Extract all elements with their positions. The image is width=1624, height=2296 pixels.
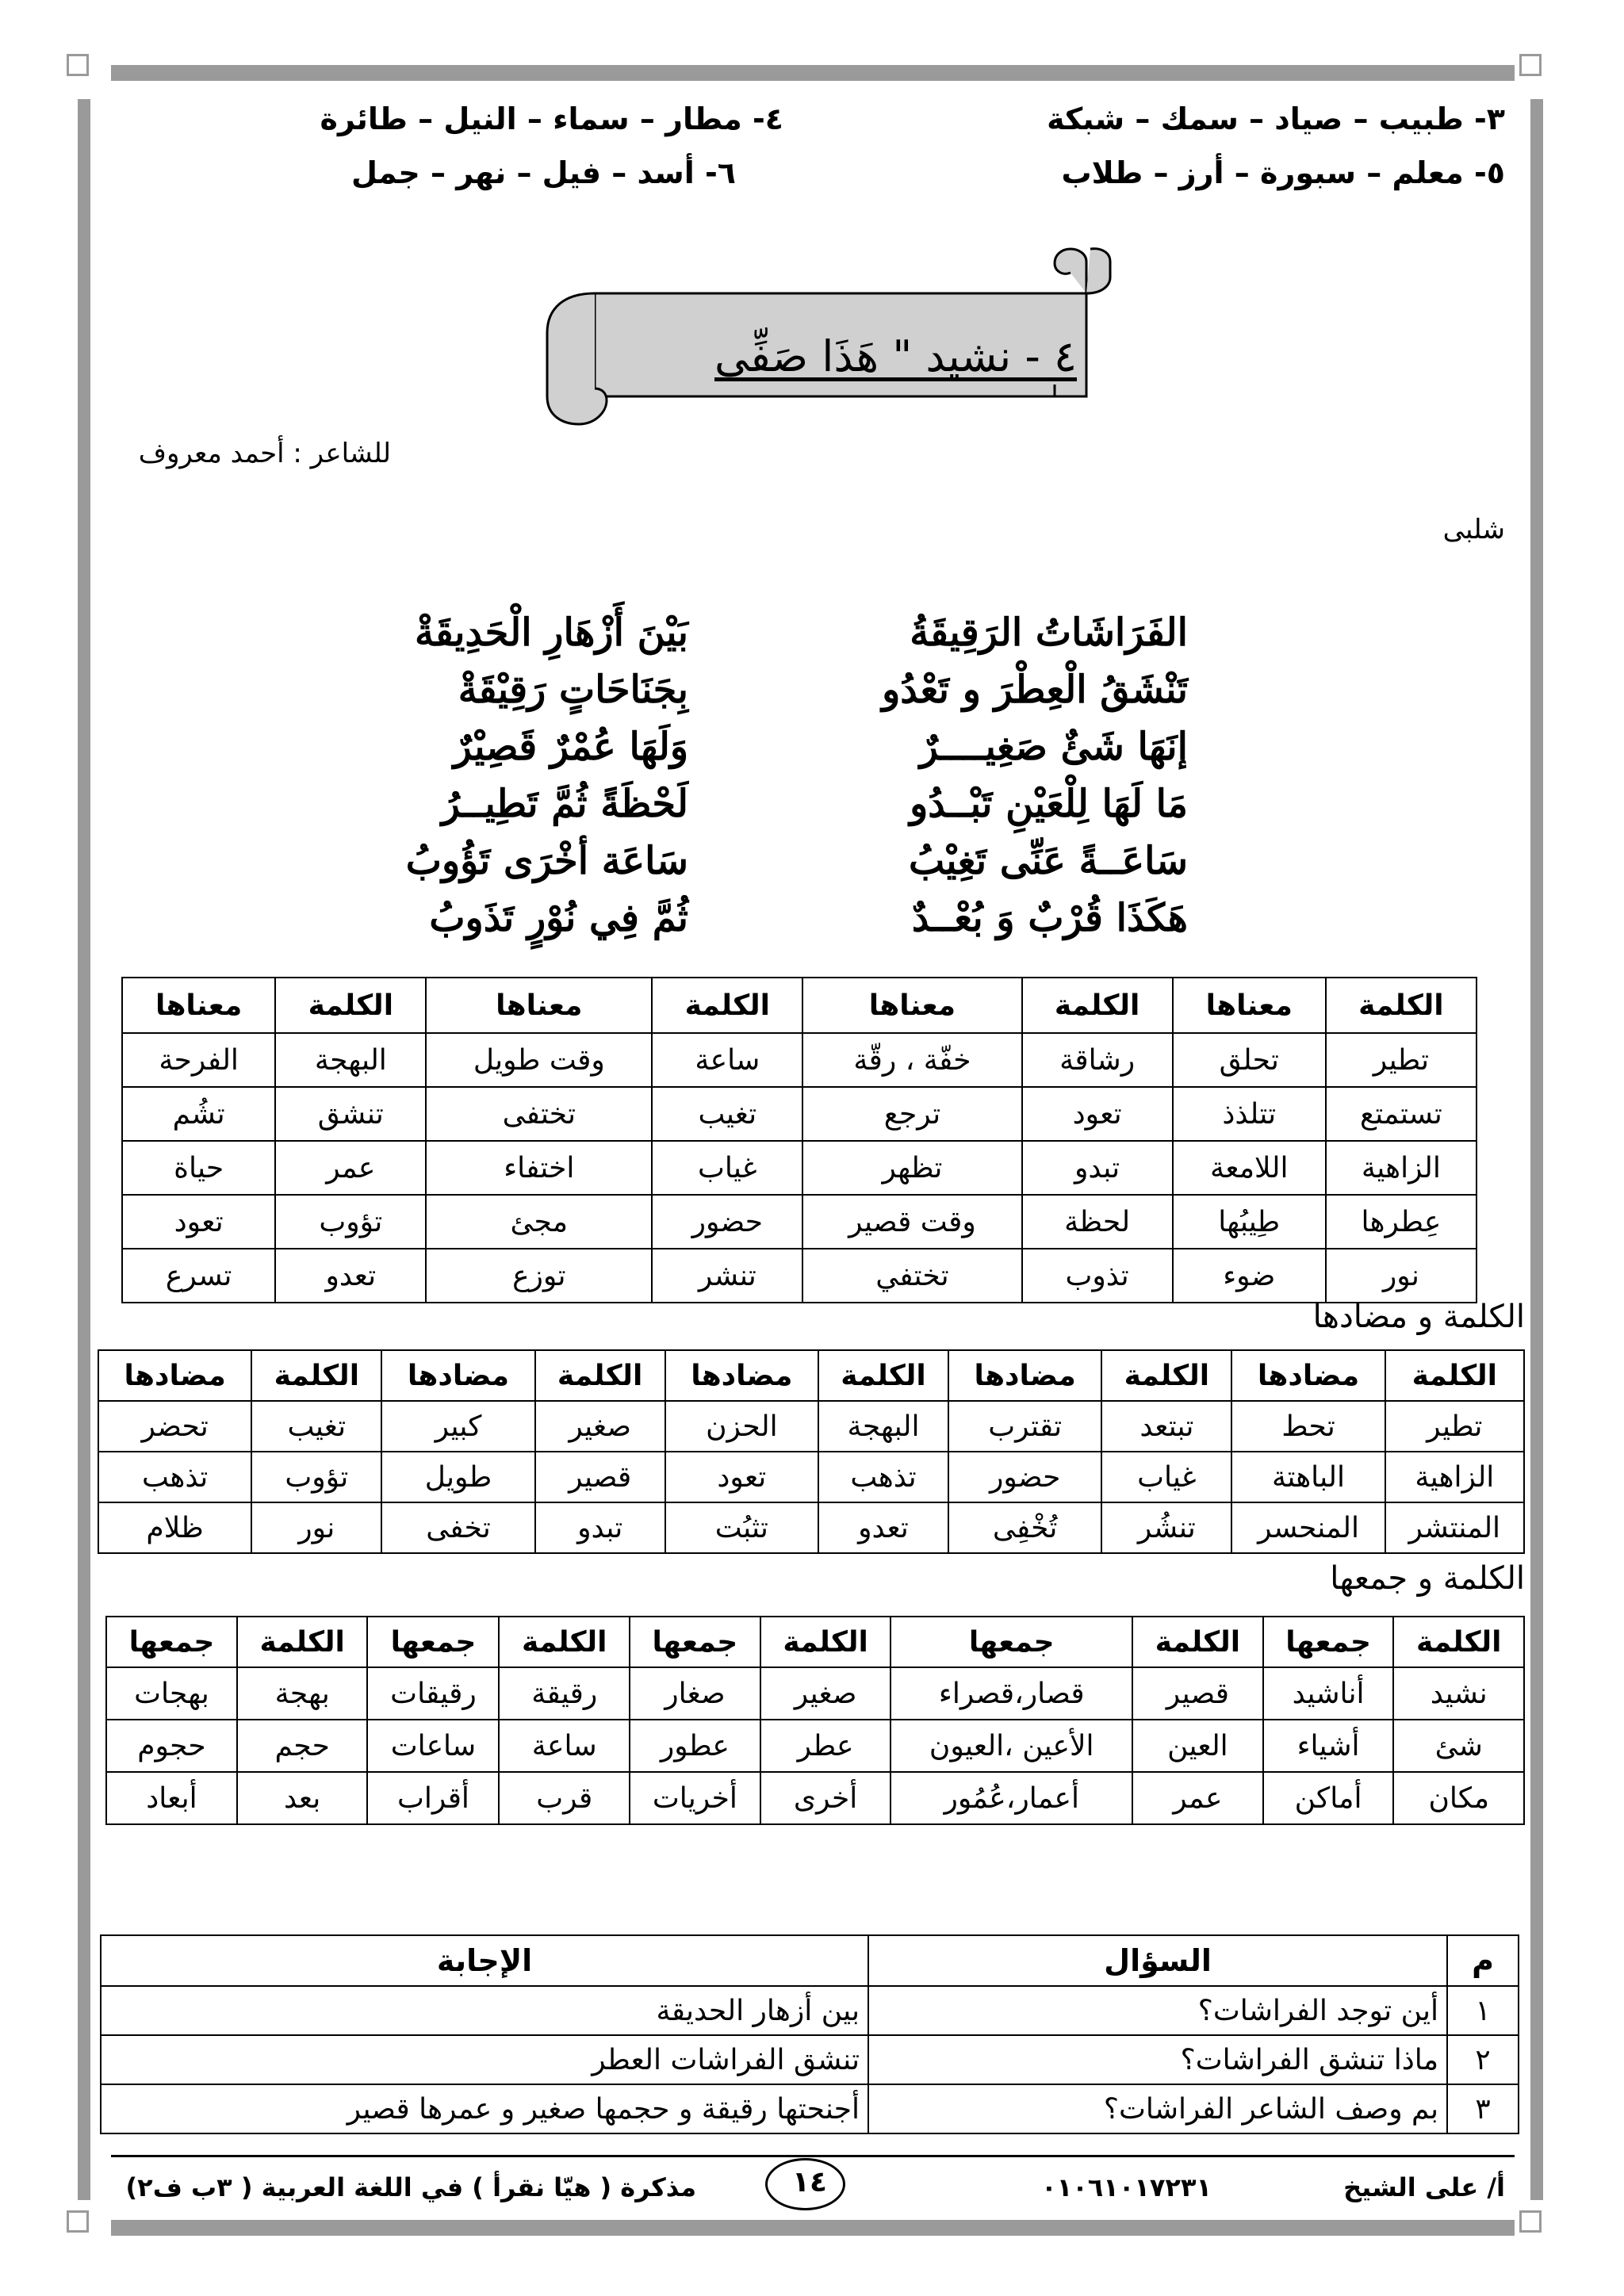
table-cell: تنشر xyxy=(652,1249,802,1303)
poem-author: للشاعر : أحمد معروف xyxy=(138,438,391,469)
frame-corner-tl xyxy=(67,54,89,76)
table-cell: تحلق xyxy=(1173,1033,1326,1087)
table-cell: غياب xyxy=(1101,1452,1231,1502)
table-cell: قصير xyxy=(535,1452,665,1502)
footer-teacher: أ/ على الشيخ xyxy=(1343,2172,1505,2202)
table-cell: الأعين ،العيون xyxy=(891,1720,1132,1772)
table-header: جمعها xyxy=(891,1617,1132,1667)
table-cell: ماذا تنشق الفراشات؟ xyxy=(868,2035,1447,2084)
table-cell: تبدو xyxy=(535,1502,665,1553)
table-cell: رقيقات xyxy=(367,1667,499,1720)
table-cell: تعدو xyxy=(818,1502,948,1553)
table-cell: حجم xyxy=(237,1720,368,1772)
table-header: معناها xyxy=(1173,978,1326,1033)
table-cell: الحزن xyxy=(665,1401,818,1452)
table-header: جمعها xyxy=(106,1617,237,1667)
qa-table xyxy=(100,1934,1519,2134)
table-cell: ظلام xyxy=(98,1502,251,1553)
table-cell: تعود xyxy=(665,1452,818,1502)
table-cell: وقت قصير xyxy=(802,1195,1021,1249)
table-header: مضادها xyxy=(381,1350,534,1401)
poem-verse-6a: هَكَذَا قُرْبٌ وَ بُعْــدٌ xyxy=(911,896,1188,940)
poem-verse-6b: ثُمَّ فِي نُوْرٍ تَذَوبُ xyxy=(429,896,688,940)
table-header-row xyxy=(122,978,1477,1033)
table-header-row xyxy=(101,1935,1519,1986)
table-cell: تعدو xyxy=(275,1249,426,1303)
table-cell: تنشق xyxy=(275,1087,426,1141)
opposites-title: الكلمة و مضادها xyxy=(1312,1299,1525,1335)
table-header: الكلمة xyxy=(652,978,802,1033)
table-row xyxy=(98,1401,1524,1452)
table-header: مضادها xyxy=(948,1350,1101,1401)
poem-verse-3b: وَلَهَا عُمْرٌ قَصِيْرٌ xyxy=(453,725,688,769)
table-header: جمعها xyxy=(630,1617,760,1667)
table-header: جمعها xyxy=(1263,1617,1394,1667)
table-row xyxy=(106,1720,1524,1772)
frame-corner-bl xyxy=(67,2210,89,2233)
poem-verse-4a: مَا لَهَا لِلْعَيْنِ تَبْــدُو xyxy=(910,782,1188,826)
poem-verse-4b: لَحْظَةًًً ثُمَّ تَطِيــرُ xyxy=(441,782,688,826)
table-cell: عمر xyxy=(1132,1772,1263,1824)
poem-verse-1b: بَيْنَ أَزْهَارِ الْحَدِيقَةْ xyxy=(415,610,688,655)
footer-book-title: مذكرة ( هيّا نقرأ ) في اللغة العربية ( ٣ب ف٢) xyxy=(125,2172,696,2202)
table-cell: تبتعد xyxy=(1101,1401,1231,1452)
table-cell: المنتشر xyxy=(1385,1502,1524,1553)
table-cell: نور xyxy=(251,1502,381,1553)
table-cell: تبدو xyxy=(1022,1141,1173,1195)
poem-verse-1a: الفَرَاشَاتُ الرَقِيقَةُ xyxy=(910,610,1188,655)
table-cell: تخفى xyxy=(381,1502,534,1553)
table-cell: حضور xyxy=(948,1452,1101,1502)
table-cell: ترجع xyxy=(802,1087,1021,1141)
table-cell: اللامعة xyxy=(1173,1141,1326,1195)
table-cell: أعمار،عُمُور xyxy=(891,1772,1132,1824)
table-header-row xyxy=(98,1350,1524,1401)
table-cell: تقترب xyxy=(948,1401,1101,1452)
table-header: معناها xyxy=(802,978,1021,1033)
exercise-4: ٤- مطار – سماء – النيل – طائرة xyxy=(320,101,783,136)
table-cell: قصير xyxy=(1132,1667,1263,1720)
poem-verse-5a: سَاعَــةً عَنِّى تَغِيْبُ xyxy=(908,839,1188,883)
lesson-title: ٤ - نشيد " هَذَا صَفِّى xyxy=(714,331,1077,381)
table-cell: حياة xyxy=(122,1141,275,1195)
table-cell: تتلذذ xyxy=(1173,1087,1326,1141)
table-header: الكلمة xyxy=(1393,1617,1524,1667)
table-cell: أماكن xyxy=(1263,1772,1394,1824)
table-cell: عطر xyxy=(760,1720,891,1772)
table-cell: تُخْفِى xyxy=(948,1502,1101,1553)
table-cell: تختفي xyxy=(802,1249,1021,1303)
table-cell: تظهر xyxy=(802,1141,1021,1195)
poem-verse-5b: سَاعَة أخْرَى تَؤُوبُ xyxy=(405,839,688,883)
table-cell: ٢ xyxy=(1447,2035,1519,2084)
table-header: الإجابة xyxy=(101,1935,868,1986)
meanings-table xyxy=(121,977,1477,1303)
table-cell: عمر xyxy=(275,1141,426,1195)
table-cell: مكان xyxy=(1393,1772,1524,1824)
footer-rule xyxy=(111,2155,1515,2157)
table-cell: أين توجد الفراشات؟ xyxy=(868,1986,1447,2035)
table-row xyxy=(106,1667,1524,1720)
frame-bottom xyxy=(111,2220,1515,2236)
table-cell: غياب xyxy=(652,1141,802,1195)
table-cell: خفّة ، رقّة xyxy=(802,1033,1021,1087)
table-header: الكلمة xyxy=(237,1617,368,1667)
exercise-5: ٥- معلم – سبورة – أرز – طلاب xyxy=(1061,155,1505,190)
table-header: معناها xyxy=(122,978,275,1033)
table-cell: طويل xyxy=(381,1452,534,1502)
table-cell: لحظة xyxy=(1022,1195,1173,1249)
table-header: الكلمة xyxy=(275,978,426,1033)
table-cell: تؤوب xyxy=(275,1195,426,1249)
table-cell: أقراب xyxy=(367,1772,499,1824)
table-cell: أخريات xyxy=(630,1772,760,1824)
table-cell: بم وصف الشاعر الفراشات؟ xyxy=(868,2084,1447,2133)
table-cell: الزاهية xyxy=(1326,1141,1477,1195)
frame-left xyxy=(78,99,90,2200)
frame-corner-br xyxy=(1519,2210,1542,2233)
table-row xyxy=(98,1502,1524,1553)
table-cell: نور xyxy=(1326,1249,1477,1303)
table-cell: تذهب xyxy=(98,1452,251,1502)
table-cell: طِيبُها xyxy=(1173,1195,1326,1249)
table-header: الكلمة xyxy=(535,1350,665,1401)
footer-phone: ٠١٠٦١٠١٧٢٣١ xyxy=(1041,2172,1212,2202)
table-row xyxy=(101,2035,1519,2084)
table-row xyxy=(122,1141,1477,1195)
page-number: ١٤ xyxy=(792,2166,827,2198)
table-cell: صغير xyxy=(760,1667,891,1720)
table-cell: قصار،قصراء xyxy=(891,1667,1132,1720)
table-cell: ١ xyxy=(1447,1986,1519,2035)
table-header: الكلمة xyxy=(1385,1350,1524,1401)
table-cell: تشُم xyxy=(122,1087,275,1141)
table-cell: تعود xyxy=(122,1195,275,1249)
table-header: الكلمة xyxy=(1132,1617,1263,1667)
table-cell: تستمتع xyxy=(1326,1087,1477,1141)
table-row xyxy=(122,1033,1477,1087)
table-cell: بعد xyxy=(237,1772,368,1824)
table-cell: ساعة xyxy=(652,1033,802,1087)
table-cell: تغيب xyxy=(251,1401,381,1452)
table-cell: أجنحتها رقيقة و حجمها صغير و عمرها قصير xyxy=(101,2084,868,2133)
table-row xyxy=(101,1986,1519,2035)
table-cell: أشياء xyxy=(1263,1720,1394,1772)
table-cell: عِطرها xyxy=(1326,1195,1477,1249)
table-row xyxy=(122,1249,1477,1303)
table-cell: المنحسر xyxy=(1231,1502,1385,1553)
table-cell: تثبُت xyxy=(665,1502,818,1553)
table-cell: بين أزهار الحديقة xyxy=(101,1986,868,2035)
table-header: مضادها xyxy=(665,1350,818,1401)
table-cell: تؤوب xyxy=(251,1452,381,1502)
table-cell: اختفاء xyxy=(426,1141,652,1195)
poem-column-right xyxy=(882,604,1188,947)
table-cell: رشاقة xyxy=(1022,1033,1173,1087)
table-cell: تعود xyxy=(1022,1087,1173,1141)
table-header: الكلمة xyxy=(251,1350,381,1401)
table-cell: بهجات xyxy=(106,1667,237,1720)
table-cell: تختفى xyxy=(426,1087,652,1141)
table-cell: ساعة xyxy=(499,1720,630,1772)
table-row xyxy=(106,1772,1524,1824)
table-cell: تنشق الفراشات العطر xyxy=(101,2035,868,2084)
frame-right xyxy=(1530,99,1543,2200)
opposites-table xyxy=(98,1349,1525,1554)
table-cell: بهجة xyxy=(237,1667,368,1720)
table-cell: رقيقة xyxy=(499,1667,630,1720)
table-header: الكلمة xyxy=(818,1350,948,1401)
table-cell: تسرع xyxy=(122,1249,275,1303)
plurals-title: الكلمة و جمعها xyxy=(1330,1560,1525,1597)
table-cell: صغير xyxy=(535,1401,665,1452)
table-header: الكلمة xyxy=(1101,1350,1231,1401)
table-row xyxy=(98,1452,1524,1502)
table-cell: الباهتة xyxy=(1231,1452,1385,1502)
table-row xyxy=(101,2084,1519,2133)
table-cell: تطير xyxy=(1385,1401,1524,1452)
table-cell: أناشيد xyxy=(1263,1667,1394,1720)
table-header: جمعها xyxy=(367,1617,499,1667)
table-cell: شئ xyxy=(1393,1720,1524,1772)
table-header: الكلمة xyxy=(499,1617,630,1667)
table-cell: تغيب xyxy=(652,1087,802,1141)
table-cell: تذوب xyxy=(1022,1249,1173,1303)
frame-top xyxy=(111,65,1515,81)
table-row xyxy=(122,1195,1477,1249)
frame-corner-tr xyxy=(1519,54,1542,76)
table-cell: ٣ xyxy=(1447,2084,1519,2133)
table-cell: تنشُر xyxy=(1101,1502,1231,1553)
table-cell: الفرحة xyxy=(122,1033,275,1087)
table-cell: تحط xyxy=(1231,1401,1385,1452)
table-cell: تذهب xyxy=(818,1452,948,1502)
table-cell: ضوء xyxy=(1173,1249,1326,1303)
exercise-6: ٦- أسد – فيل – نهر – جمل xyxy=(350,155,736,190)
table-cell: مجئ xyxy=(426,1195,652,1249)
table-cell: البهجة xyxy=(275,1033,426,1087)
poem-verse-2a: تَنْشَقُ الْعِطْرَ و تَعْدُو xyxy=(882,668,1188,712)
table-cell: حضور xyxy=(652,1195,802,1249)
table-header: السؤال xyxy=(868,1935,1447,1986)
table-header: الكلمة xyxy=(1022,978,1173,1033)
table-cell: تطير xyxy=(1326,1033,1477,1087)
table-cell: أخرى xyxy=(760,1772,891,1824)
table-cell: نشيد xyxy=(1393,1667,1524,1720)
poem-column-left xyxy=(406,604,688,947)
table-header: الكلمة xyxy=(1326,978,1477,1033)
table-header: م xyxy=(1447,1935,1519,1986)
poem-author-line2: شلبى xyxy=(1442,514,1505,545)
table-cell: الزاهية xyxy=(1385,1452,1524,1502)
exercise-3: ٣- طبيب – صياد – سمك – شبكة xyxy=(1047,101,1505,136)
table-cell: تحضر xyxy=(98,1401,251,1452)
plurals-table xyxy=(105,1616,1525,1825)
poem-verse-3a: إنَهَا شَئٌ صَغِيــــرٌ xyxy=(919,725,1188,769)
table-cell: البهجة xyxy=(818,1401,948,1452)
table-cell: قرب xyxy=(499,1772,630,1824)
table-cell: توزع xyxy=(426,1249,652,1303)
table-cell: كبير xyxy=(381,1401,534,1452)
table-header-row xyxy=(106,1617,1524,1667)
table-header: مضادها xyxy=(1231,1350,1385,1401)
table-header: مضادها xyxy=(98,1350,251,1401)
table-cell: عطور xyxy=(630,1720,760,1772)
table-header: معناها xyxy=(426,978,652,1033)
table-cell: وقت طويل xyxy=(426,1033,652,1087)
table-row xyxy=(122,1087,1477,1141)
table-cell: صغار xyxy=(630,1667,760,1720)
table-header: الكلمة xyxy=(760,1617,891,1667)
table-cell: أبعاد xyxy=(106,1772,237,1824)
poem-verse-2b: بِجَنَاحَاتٍ رَقِيْقَةْ xyxy=(458,668,688,712)
table-cell: ساعات xyxy=(367,1720,499,1772)
table-cell: حجوم xyxy=(106,1720,237,1772)
table-cell: العين xyxy=(1132,1720,1263,1772)
